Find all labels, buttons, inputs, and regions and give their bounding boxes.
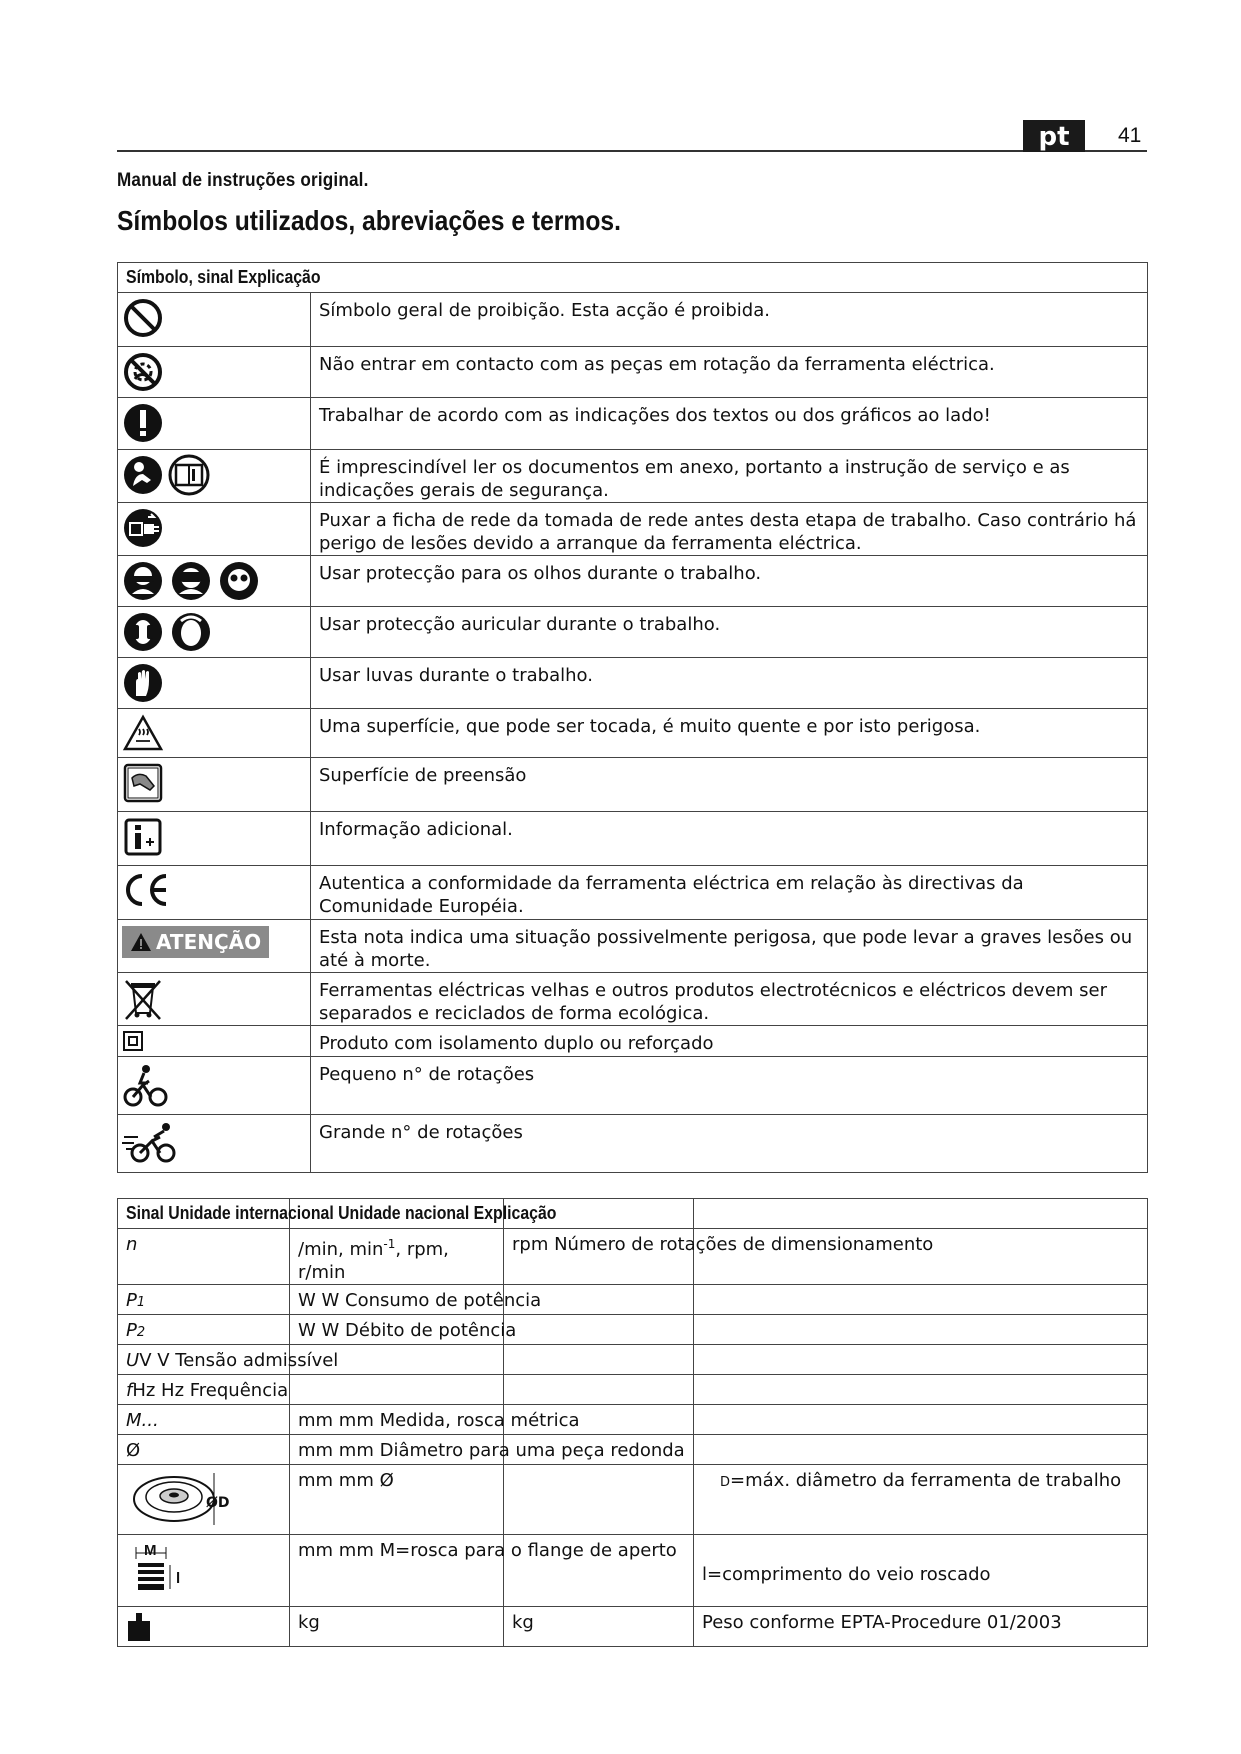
unit-explanation <box>694 1465 1148 1535</box>
table-row <box>118 503 1148 556</box>
unit-superscript: -1 <box>383 1237 396 1251</box>
weee-bin-icon <box>122 977 164 1021</box>
unit-international: mm mm Medida, rosca métrica <box>290 1405 504 1435</box>
table-row <box>118 866 1148 920</box>
unit-international: W W Consumo de potência <box>290 1285 504 1315</box>
page-title: Símbolos utilizados, abreviações e termos. <box>117 205 621 236</box>
ce-mark-icon <box>122 870 172 910</box>
unit-sign <box>118 1465 290 1535</box>
warning-badge-label: ATENÇÃO <box>156 929 262 954</box>
symbol-explanation: Pequeno n° de rotações <box>311 1057 1148 1115</box>
table-row <box>118 607 1148 658</box>
unit-text: l=comprimento do veio roscado <box>702 1564 991 1585</box>
table-row <box>118 758 1148 812</box>
unit-text: , rpm, r/min <box>298 1239 449 1283</box>
unit-sign <box>118 1535 290 1607</box>
info-icon <box>122 816 164 858</box>
unit-explanation: Peso conforme EPTA-Procedure 01/2003 <box>694 1607 1148 1647</box>
unit-sign <box>118 1345 339 1375</box>
table-row <box>118 293 1148 347</box>
unit-text: Hz Hz Frequência <box>132 1380 289 1401</box>
header-rule <box>117 150 1147 152</box>
unit-sign: n <box>118 1229 290 1285</box>
unit-international: kg <box>290 1607 504 1647</box>
thread-length-icon <box>126 1539 196 1601</box>
table-row <box>118 1435 1148 1465</box>
disc-diameter-label: ØD <box>206 1495 230 1511</box>
table-row <box>118 1115 1148 1173</box>
table-row <box>118 1315 1148 1345</box>
unit-text: =máx. diâmetro da ferramenta de trabalho <box>730 1470 1122 1491</box>
unit-sign <box>118 1285 290 1315</box>
symbol-explanation: Grande n° de rotações <box>311 1115 1148 1173</box>
table-row <box>118 450 1148 503</box>
grip-surface-icon <box>122 762 164 804</box>
eye-protection-icon <box>122 560 262 602</box>
thread-m-label: M <box>144 1542 157 1559</box>
table-row <box>118 658 1148 709</box>
symbol-explanation: Uma superfície, que pode ser tocada, é muito quente e por isto perigosa. <box>311 709 1148 758</box>
symbols-table <box>117 262 1148 1173</box>
symbol-explanation: Não entrar em contacto com as peças em rotação da ferramenta eléctrica. <box>311 347 1148 398</box>
unit-national: kg <box>504 1607 694 1647</box>
unit-sign <box>118 1375 290 1405</box>
hot-surface-icon <box>122 713 164 753</box>
unit-text: P <box>126 1320 137 1341</box>
unit-explanation <box>694 1535 1148 1607</box>
table-row <box>118 1057 1148 1115</box>
unit-sign <box>118 1315 290 1345</box>
document-subtitle: Manual de instruções original. <box>117 170 369 191</box>
units-table-header <box>118 1199 1148 1229</box>
warning-triangle-icon <box>130 932 152 952</box>
unit-sign <box>118 1607 290 1647</box>
table-row <box>118 709 1148 758</box>
exclamation-icon <box>122 402 164 444</box>
table-row <box>118 1375 1148 1405</box>
unit-sign: Ø <box>118 1435 290 1465</box>
symbol-explanation: Usar protecção para os olhos durante o trabalho. <box>311 556 1148 607</box>
unplug-icon <box>122 507 164 549</box>
table-row <box>118 347 1148 398</box>
table-row <box>118 1405 1148 1435</box>
symbol-explanation: Trabalhar de acordo com as indicações dos textos ou dos gráficos ao lado! <box>311 398 1148 450</box>
unit-national: rpm Número de rotações de dimensionamento <box>504 1229 694 1285</box>
unit-international: mm mm Ø <box>290 1465 504 1535</box>
table-row <box>118 1535 1148 1607</box>
thread-l-label: l <box>176 1570 181 1587</box>
table-row <box>118 973 1148 1026</box>
symbol-explanation: Informação adicional. <box>311 812 1148 866</box>
table-row <box>118 1026 1148 1057</box>
gloves-icon <box>122 662 164 704</box>
table-row <box>118 1285 1148 1315</box>
table-row <box>118 1607 1148 1647</box>
warning-badge <box>122 926 269 958</box>
units-header-text: Sinal Unidade internacional Unidade nacional Explicação <box>126 1203 557 1223</box>
low-speed-bike-icon <box>122 1061 170 1109</box>
symbols-header-text: Símbolo, sinal Explicação <box>126 267 321 287</box>
unit-subscript: D <box>720 1475 731 1490</box>
unit-text: f <box>126 1380 133 1401</box>
table-row <box>118 398 1148 450</box>
symbol-explanation: Produto com isolamento duplo ou reforçado <box>311 1026 1148 1057</box>
unit-international: W W Débito de potência <box>290 1315 504 1345</box>
table-row <box>118 556 1148 607</box>
table-row <box>118 920 1148 973</box>
table-row <box>118 1229 1148 1285</box>
unit-sign: M... <box>118 1405 290 1435</box>
unit-international: mm mm M=rosca para o flange de aperto <box>290 1535 504 1607</box>
unit-text: V V Tensão admissível <box>139 1350 339 1371</box>
symbol-explanation: Usar protecção auricular durante o trabalho. <box>311 607 1148 658</box>
table-row <box>118 812 1148 866</box>
symbol-explanation: Ferramentas eléctricas velhas e outros produtos electrotécnicos e eléctricos devem ser separados e reciclados de forma ecológica. <box>311 973 1148 1026</box>
symbol-explanation: Autentica a conformidade da ferramenta eléctrica em relação às directivas da Comunidade Européia. <box>311 866 1148 920</box>
unit-text: U <box>126 1350 140 1371</box>
unit-international <box>290 1229 504 1285</box>
symbol-explanation: Puxar a ficha de rede da tomada de rede antes desta etapa de trabalho. Caso contrário há perigo de lesões devido a arranque da ferramenta eléctrica. <box>311 503 1148 556</box>
weight-icon <box>126 1611 152 1643</box>
units-table <box>117 1198 1148 1647</box>
table-row <box>118 1345 1148 1375</box>
symbols-table-header <box>118 263 1148 293</box>
unit-text: /min, min <box>298 1239 384 1260</box>
read-manual-icon <box>122 454 212 496</box>
symbol-explanation: Superfície de preensão <box>311 758 1148 812</box>
high-speed-bike-icon <box>122 1119 184 1165</box>
language-tag: pt <box>1023 120 1085 152</box>
symbol-explanation: Símbolo geral de proibição. Esta acção é proibida. <box>311 293 1148 347</box>
disc-diameter-icon <box>126 1469 236 1529</box>
no-touch-rotating-icon <box>122 351 164 393</box>
symbol-explanation: É imprescindível ler os documentos em anexo, portanto a instrução de serviço e as indicações gerais de segurança. <box>311 450 1148 503</box>
ear-protection-icon <box>122 611 214 653</box>
unit-subscript: 2 <box>136 1325 146 1340</box>
prohibition-icon <box>122 297 164 339</box>
unit-international: mm mm Diâmetro para uma peça redonda <box>290 1435 504 1465</box>
table-row <box>118 1465 1148 1535</box>
page-number: 41 <box>1118 124 1142 147</box>
unit-text: P <box>126 1290 137 1311</box>
unit-subscript: 1 <box>136 1295 146 1310</box>
double-insulation-icon <box>122 1030 144 1052</box>
symbol-explanation: Esta nota indica uma situação possivelmente perigosa, que pode levar a graves lesões ou até à morte. <box>311 920 1148 973</box>
symbol-explanation: Usar luvas durante o trabalho. <box>311 658 1148 709</box>
